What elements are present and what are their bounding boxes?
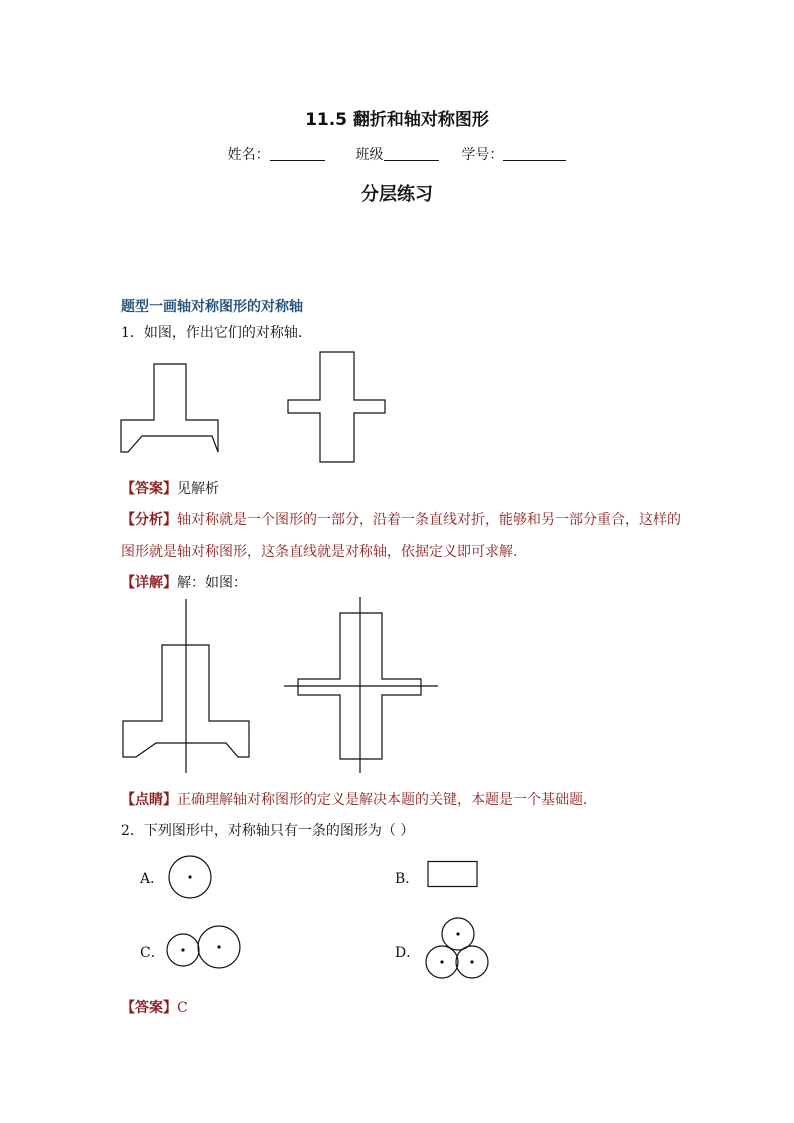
t-shape-with-axis	[123, 599, 249, 773]
question-1-number: 1．	[121, 325, 144, 341]
section-heading: 题型一画轴对称图形的对称轴	[121, 299, 303, 315]
id-label: 学号：	[461, 147, 504, 163]
class-label: 班级	[355, 147, 384, 163]
option-d-right-dot	[470, 960, 473, 963]
class-blank[interactable]	[384, 146, 439, 161]
option-b-figure	[427, 860, 481, 890]
t-shape-figure	[121, 364, 218, 452]
cross-shape-with-axes	[284, 597, 438, 773]
name-label: 姓名：	[227, 147, 270, 163]
comment-text: 正确理解轴对称图形的定义是解决本题的关键，本题是一个基础题．	[177, 792, 597, 808]
comment-tag: 【点睛】	[121, 792, 177, 808]
option-d-left-dot	[440, 960, 443, 963]
q2-answer-text: C	[177, 1000, 188, 1016]
option-c-small-dot	[181, 948, 184, 951]
option-d-label[interactable]: D．	[395, 945, 421, 961]
option-a-label[interactable]: A．	[140, 871, 165, 887]
question-2-number: 2．	[121, 823, 144, 839]
student-info-line	[0, 144, 794, 164]
option-c-figure	[165, 925, 245, 973]
option-b-rectangle	[428, 862, 477, 887]
option-c-large-dot	[217, 945, 220, 948]
option-d-figure	[423, 917, 491, 981]
detail-text: 解：如图：	[177, 575, 247, 591]
q1-analysis-line2: 图形就是轴对称图形，这条直线就是对称轴，依据定义即可求解．	[121, 544, 527, 560]
option-d-top-dot	[456, 932, 459, 935]
page-subtitle: 分层练习	[361, 184, 433, 205]
question-1	[121, 322, 302, 342]
cross-shape-figure	[288, 352, 385, 462]
id-blank[interactable]	[503, 146, 566, 161]
answer-text: 见解析	[177, 481, 219, 497]
question-1-text: 如图，作出它们的对称轴.	[143, 325, 303, 341]
question-2-text: 下列图形中，对称轴只有一条的图形为（ ）	[143, 823, 415, 839]
q1-solution-figures	[118, 597, 448, 777]
q1-comment	[121, 789, 597, 809]
detail-tag: 【详解】	[121, 575, 177, 591]
option-c-label[interactable]: C．	[140, 945, 165, 961]
q1-answer	[121, 478, 219, 498]
q1-detail	[121, 572, 247, 592]
q2-answer-tag: 【答案】	[121, 1000, 177, 1016]
q1-figures	[118, 350, 398, 465]
q2-answer	[121, 997, 188, 1017]
question-2	[121, 820, 414, 840]
analysis-text-1: 轴对称就是一个图形的一部分，沿着一条直线对折，能够和另一部分重合，这样的	[177, 512, 681, 528]
analysis-tag: 【分析】	[121, 512, 177, 528]
q1-analysis-line1	[121, 509, 681, 529]
option-b-label[interactable]: B．	[395, 871, 420, 887]
page-title: 11.5 翻折和轴对称图形	[305, 110, 489, 130]
option-a-center-dot	[188, 875, 191, 878]
name-blank[interactable]	[270, 146, 325, 161]
answer-tag: 【答案】	[121, 481, 177, 497]
option-a-figure	[168, 855, 216, 903]
